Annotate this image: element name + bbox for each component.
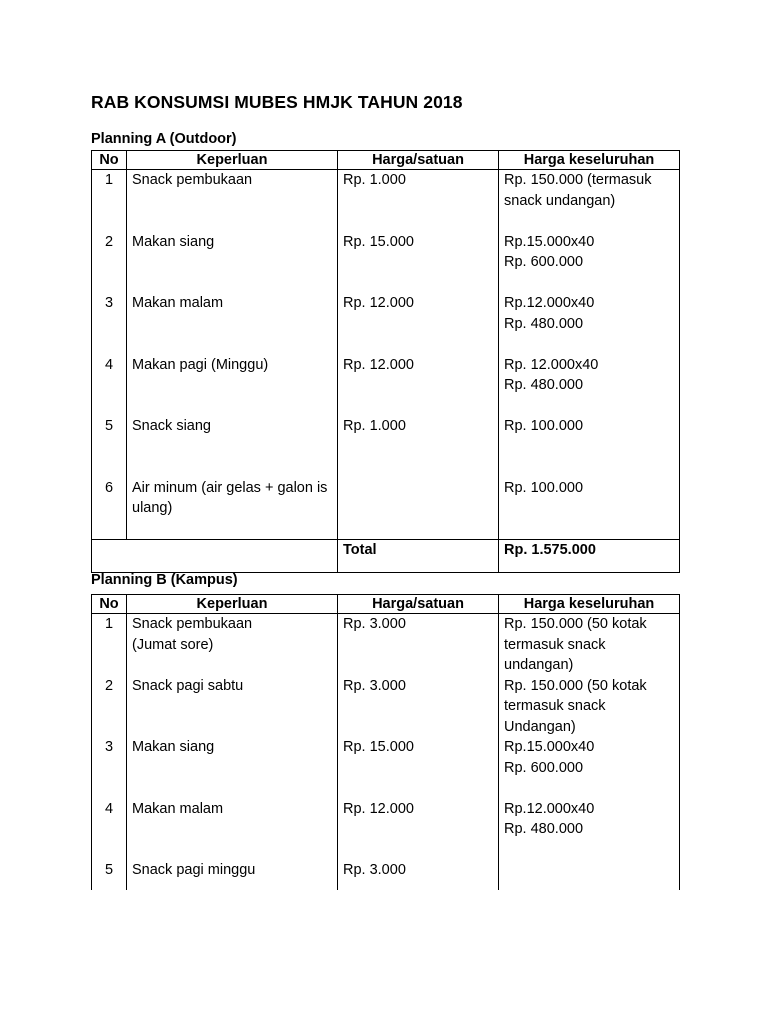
header-harga-satuan: Harga/satuan xyxy=(338,151,499,170)
table-row xyxy=(92,799,680,861)
cell-harga-keseluruhan xyxy=(499,170,680,232)
cell-no: 2 xyxy=(92,676,127,738)
cell-harga-keseluruhan xyxy=(499,478,680,540)
cell-harga-keseluruhan xyxy=(499,355,680,417)
table-row xyxy=(92,293,680,355)
table-row xyxy=(92,860,680,890)
total-label: Total xyxy=(338,540,499,573)
cell-harga-satuan: Rp. 3.000 xyxy=(338,614,499,676)
cell-keperluan xyxy=(127,799,338,861)
planning-b-table xyxy=(91,594,680,890)
cell-no: 4 xyxy=(92,355,127,417)
cell-keperluan-text: Snack pembukaan xyxy=(132,172,253,188)
cell-harga-keseluruhan-text: Rp. 150.000 (termasuk snack undangan) xyxy=(504,172,652,209)
cell-keperluan xyxy=(127,416,338,478)
header-keperluan: Keperluan xyxy=(127,151,338,170)
cell-harga-keseluruhan-text: Rp. 100.000 xyxy=(504,418,584,434)
cell-harga-keseluruhan-text: Rp.15.000x40 Rp. 600.000 xyxy=(504,739,595,776)
cell-harga-keseluruhan-text: Rp.12.000x40 Rp. 480.000 xyxy=(504,295,595,332)
cell-harga-satuan: Rp. 3.000 xyxy=(338,860,499,890)
cell-keperluan-text: Makan malam xyxy=(132,295,224,311)
table-row xyxy=(92,737,680,799)
header-harga-keseluruhan: Harga keseluruhan xyxy=(499,151,680,170)
cell-harga-satuan: Rp. 1.000 xyxy=(338,416,499,478)
cell-harga-keseluruhan xyxy=(499,799,680,861)
table-row xyxy=(92,170,680,232)
table-row xyxy=(92,614,680,676)
cell-keperluan xyxy=(127,676,338,738)
cell-keperluan xyxy=(127,232,338,294)
total-empty-cell xyxy=(92,540,338,573)
cell-harga-keseluruhan-text: Rp. 150.000 (50 kotak termasuk snack Undangan) xyxy=(504,677,647,735)
cell-harga-satuan: Rp. 15.000 xyxy=(338,232,499,294)
planning-b-title: Planning B (Kampus) xyxy=(91,572,238,588)
header-harga-keseluruhan: Harga keseluruhan xyxy=(499,595,680,614)
cell-no: 1 xyxy=(92,170,127,232)
cell-keperluan xyxy=(127,737,338,799)
cell-harga-satuan xyxy=(338,478,499,540)
cell-harga-keseluruhan xyxy=(499,232,680,294)
header-no: No xyxy=(92,151,127,170)
cell-keperluan xyxy=(127,170,338,232)
document-title: RAB KONSUMSI MUBES HMJK TAHUN 2018 xyxy=(91,92,463,112)
cell-harga-keseluruhan xyxy=(499,676,680,738)
table-row xyxy=(92,478,680,540)
header-no: No xyxy=(92,595,127,614)
table-row xyxy=(92,355,680,417)
cell-keperluan xyxy=(127,860,338,890)
cell-harga-keseluruhan xyxy=(499,737,680,799)
cell-harga-satuan: Rp. 12.000 xyxy=(338,799,499,861)
cell-harga-keseluruhan-text: Rp.15.000x40 Rp. 600.000 xyxy=(504,233,595,270)
cell-keperluan-text: Makan siang xyxy=(132,739,215,755)
cell-harga-keseluruhan xyxy=(499,293,680,355)
cell-no: 5 xyxy=(92,860,127,890)
cell-keperluan-text: Snack siang xyxy=(132,418,211,434)
cell-no: 4 xyxy=(92,799,127,861)
cell-keperluan-text: Makan pagi (Minggu) xyxy=(132,356,269,373)
table-header-row xyxy=(92,151,680,170)
table-row xyxy=(92,416,680,478)
cell-harga-keseluruhan xyxy=(499,416,680,478)
cell-keperluan xyxy=(127,478,338,540)
cell-harga-keseluruhan-text: Rp. 150.000 (50 kotak termasuk snack undangan) xyxy=(504,616,647,673)
cell-keperluan-text: Snack pagi minggu xyxy=(132,862,256,878)
cell-keperluan-text: Air minum (air gelas + galon is ulang) xyxy=(132,479,328,516)
cell-harga-satuan: Rp. 15.000 xyxy=(338,737,499,799)
total-value: Rp. 1.575.000 xyxy=(499,540,680,573)
table-row xyxy=(92,232,680,294)
cell-harga-satuan: Rp. 3.000 xyxy=(338,676,499,738)
cell-no: 1 xyxy=(92,614,127,676)
cell-keperluan-text: Snack pagi sabtu xyxy=(132,677,244,694)
cell-no: 3 xyxy=(92,293,127,355)
cell-harga-satuan: Rp. 12.000 xyxy=(338,293,499,355)
cell-keperluan-text: Snack pembukaan (Jumat sore) xyxy=(132,616,253,653)
cell-harga-satuan: Rp. 1.000 xyxy=(338,170,499,232)
cell-harga-keseluruhan-text: Rp. 12.000x40 Rp. 480.000 xyxy=(504,356,599,393)
cell-harga-keseluruhan-text: Rp.12.000x40 Rp. 480.000 xyxy=(504,800,595,837)
cell-harga-satuan: Rp. 12.000 xyxy=(338,355,499,417)
cell-keperluan xyxy=(127,293,338,355)
planning-a-table xyxy=(91,150,680,573)
header-keperluan: Keperluan xyxy=(127,595,338,614)
cell-keperluan-text: Makan siang xyxy=(132,233,215,250)
table-row xyxy=(92,676,680,738)
cell-harga-keseluruhan-text: Rp. 100.000 xyxy=(504,479,584,496)
total-row xyxy=(92,540,680,573)
cell-keperluan xyxy=(127,355,338,417)
table-header-row xyxy=(92,595,680,614)
planning-a-title: Planning A (Outdoor) xyxy=(91,131,237,147)
header-harga-satuan: Harga/satuan xyxy=(338,595,499,614)
cell-no: 6 xyxy=(92,478,127,540)
cell-keperluan-text: Makan malam xyxy=(132,800,224,817)
cell-no: 5 xyxy=(92,416,127,478)
cell-keperluan xyxy=(127,614,338,676)
cell-harga-keseluruhan xyxy=(499,860,680,890)
cell-no: 3 xyxy=(92,737,127,799)
cell-harga-keseluruhan xyxy=(499,614,680,676)
cell-no: 2 xyxy=(92,232,127,294)
